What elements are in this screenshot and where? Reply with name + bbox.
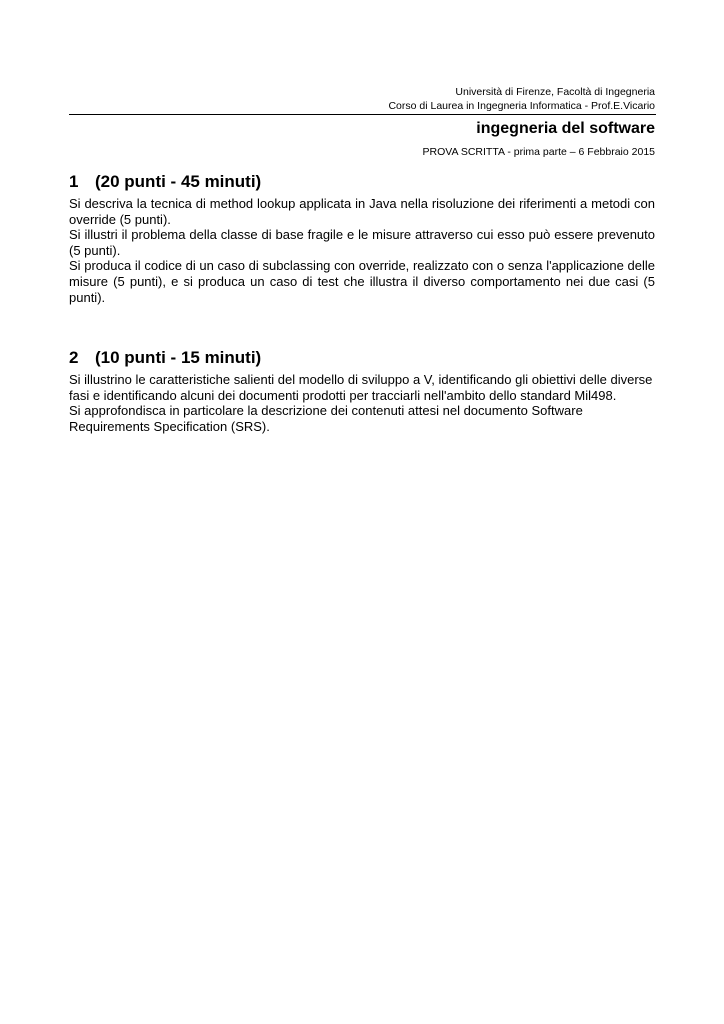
university-line: Università di Firenze, Facoltà di Ingegneria	[455, 86, 655, 98]
question-heading	[69, 170, 655, 194]
question-number: 1	[69, 172, 79, 191]
question-points: (20 punti - 45 minuti)	[95, 172, 262, 191]
question-paragraph: Si approfondisca in particolare la descrizione dei contenuti attesi nel documento Software Requirements Specification (SRS).	[69, 403, 583, 434]
question-paragraph: Si illustrino le caratteristiche salienti del modello di sviluppo a V, identificando gli obiettivi delle diverse fasi e identificando alcuni dei documenti prodotti per tracciarli nell'ambito dello standard Mil498.	[69, 372, 653, 403]
question-2	[69, 346, 655, 434]
question-body	[69, 372, 655, 434]
page-header	[69, 86, 655, 113]
question-paragraph: Si illustri il problema della classe di base fragile e le misure attraverso cui esso può essere prevenuto (5 punti).	[69, 227, 655, 258]
question-paragraph: Si descriva la tecnica di method lookup applicata in Java nella risoluzione dei riferimenti a metodi con override (5 punti).	[69, 196, 655, 227]
question-1	[69, 170, 655, 305]
question-paragraph: Si produca il codice di un caso di subclassing con override, realizzato con o senza l'applicazione delle misure (5 punti), e si produca un caso di test che illustra il diverso comportamento nei due casi (5 punti).	[69, 258, 655, 305]
course-line: Corso di Laurea in Ingegneria Informatica - Prof.E.Vicario	[388, 99, 655, 112]
question-body	[69, 196, 655, 305]
question-points: (10 punti - 15 minuti)	[95, 348, 262, 367]
question-heading	[69, 346, 655, 370]
course-title: ingegneria del software	[476, 120, 655, 137]
exam-info: PROVA SCRITTA - prima parte – 6 Febbraio 2015	[422, 146, 655, 158]
question-number: 2	[69, 348, 79, 367]
header-divider	[69, 114, 656, 115]
